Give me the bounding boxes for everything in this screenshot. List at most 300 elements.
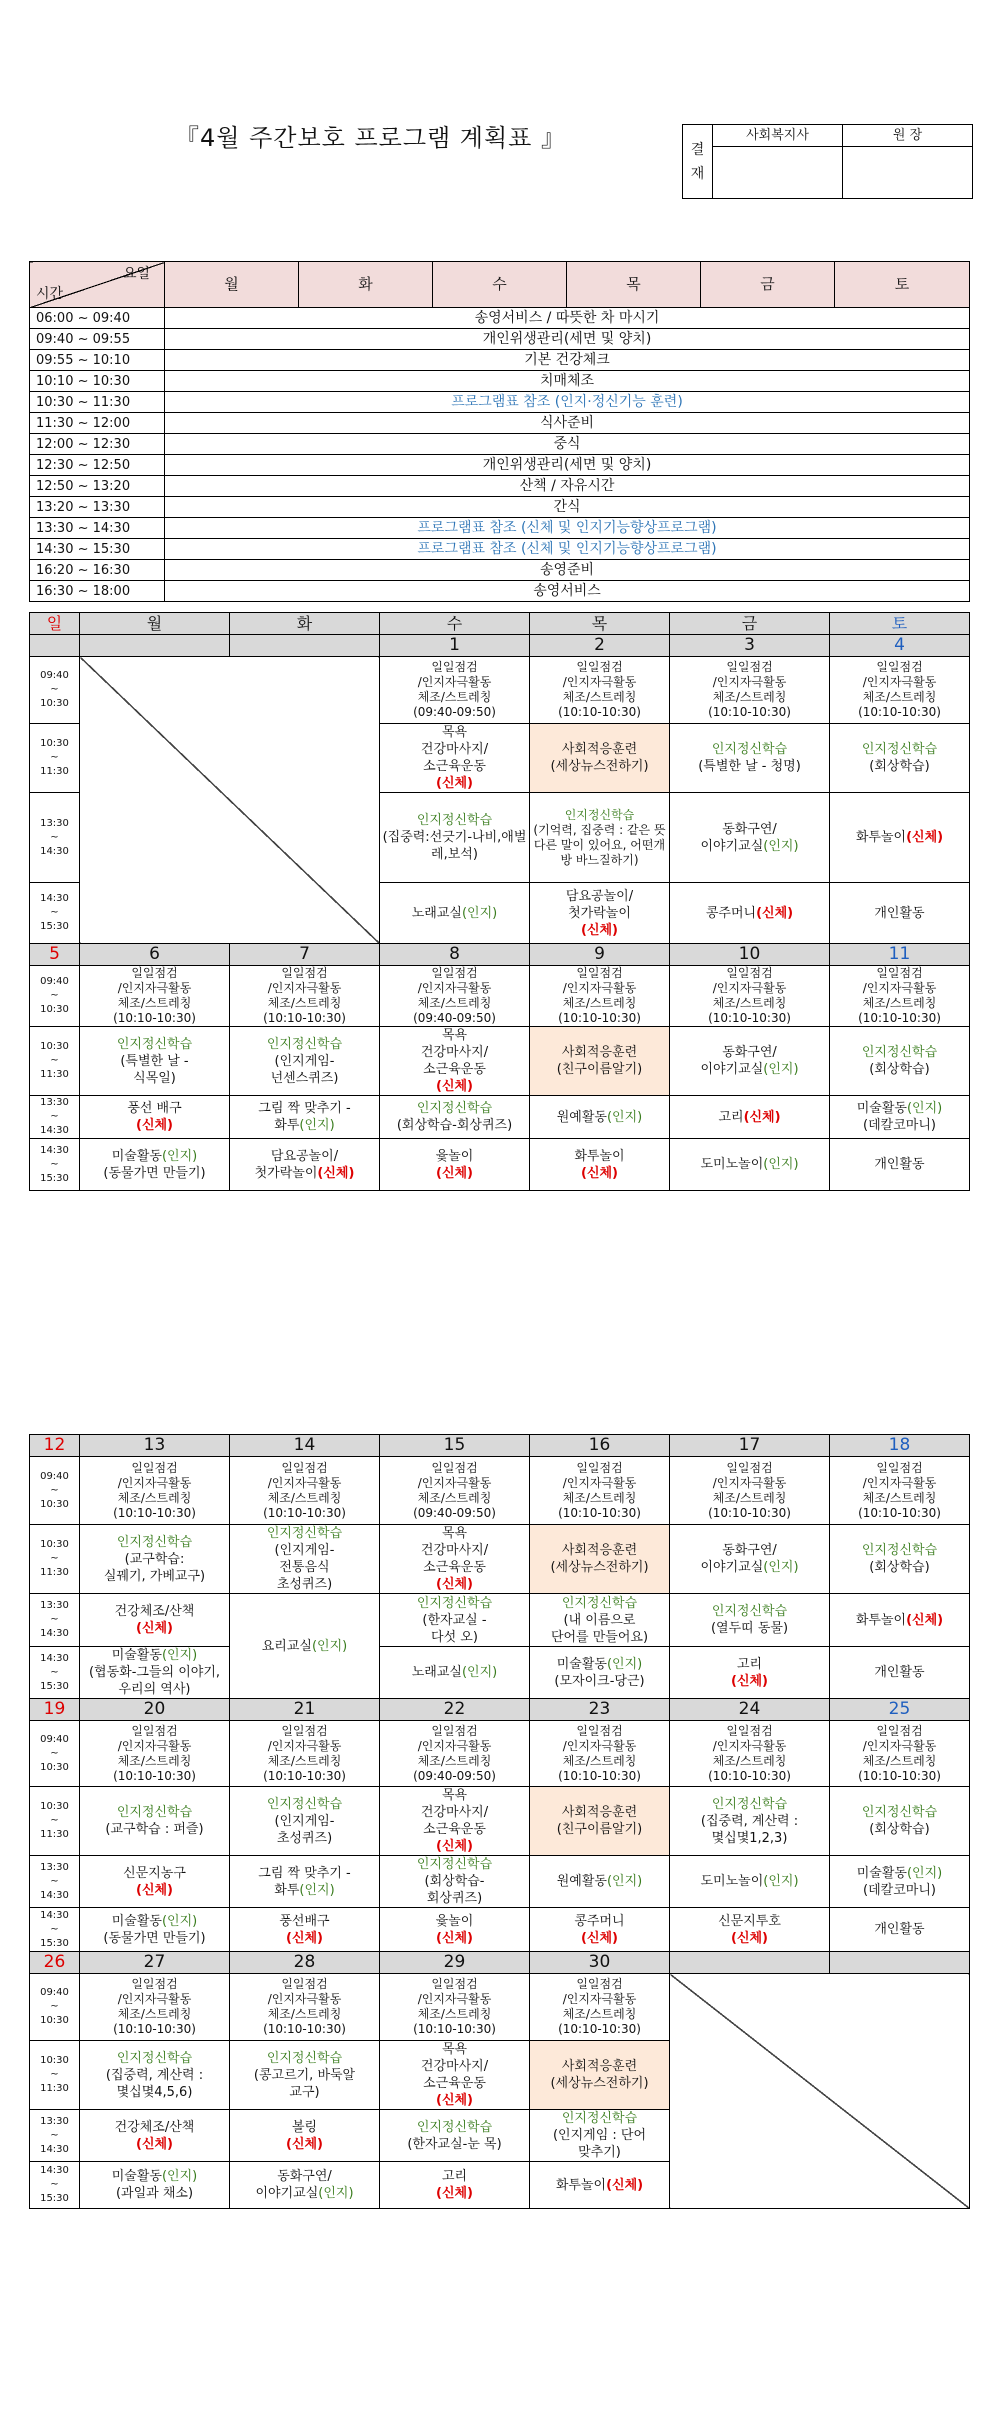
slot-row [30, 966, 970, 1027]
cal-day-header-1: 월 [80, 613, 230, 635]
program-cell: 인지정신학습 (열두띠 동물) [670, 1594, 830, 1647]
slot-time-part: 09:40 [40, 976, 69, 987]
program-cell: 일일점검 /인지자극활동 체조/스트레칭 (10:10-10:30) [830, 1457, 970, 1525]
date-cell: 2 [530, 635, 670, 657]
program-cell: 일일점검 /인지자극활동 체조/스트레칭 (10:10-10:30) [80, 966, 230, 1027]
date-cell [30, 635, 80, 657]
slot-time [30, 1096, 80, 1139]
program-cell: 동화구연/ 이야기교실(인지) [670, 1027, 830, 1096]
program-cell: 일일점검 /인지자극활동 체조/스트레칭 (10:10-10:30) [670, 657, 830, 724]
program-cell: 고리 (신체) [670, 1647, 830, 1699]
program-cell: 일일점검 /인지자극활동 체조/스트레칭 (10:10-10:30) [530, 657, 670, 724]
schedule-row [30, 371, 970, 392]
date-cell: 29 [380, 1952, 530, 1974]
slot-time-part: 14:30 [40, 1652, 69, 1664]
slot-time-part: 14:30 [40, 1909, 69, 1921]
slot-time [30, 724, 80, 793]
slot-time [30, 1856, 80, 1908]
slot-time-part: 14:30 [40, 1628, 69, 1639]
slot-time-part: 15:30 [40, 2193, 69, 2204]
schedule-row [30, 455, 970, 476]
schedule-activity: 기본 건강체크 [165, 350, 970, 371]
program-cell: 일일점검 /인지자극활동 체조/스트레칭 (10:10-10:30) [530, 966, 670, 1027]
program-cell: 일일점검 /인지자극활동 체조/스트레칭 (10:10-10:30) [830, 1721, 970, 1787]
program-cell: 일일점검 /인지자극활동 체조/스트레칭 (10:10-10:30) [670, 1457, 830, 1525]
slot-time-part: 15:30 [40, 1937, 69, 1949]
slot-time-part: 14:30 [40, 893, 69, 904]
program-cell: 동화구연/ 이야기교실(인지) [230, 2162, 380, 2209]
schedule-time: 11:30 ~ 12:00 [30, 413, 165, 434]
slot-time-part: 14:30 [40, 1125, 69, 1136]
program-cell: 인지정신학습 (회상학습) [830, 1525, 970, 1594]
slot-time-part: 10:30 [40, 1761, 69, 1773]
slot-time-part: 13:30 [40, 817, 69, 829]
program-cell: 건강체조/산책 (신체) [80, 1594, 230, 1647]
program-cell: 일일점검 /인지자극활동 체조/스트레칭 (10:10-10:30) [230, 1974, 380, 2041]
day-header-3: 목 [567, 262, 701, 308]
program-cell: 목욕 건강마사지/ 소근육운동 (신체) [380, 1787, 530, 1856]
schedule-activity: 중식 [165, 434, 970, 455]
program-cell: 콩주머니(신체) [670, 883, 830, 944]
schedule-row [30, 392, 970, 413]
slot-time-part: 13:30 [40, 1097, 69, 1108]
schedule-activity: 산책 / 자유시간 [165, 476, 970, 497]
slot-time [30, 1027, 80, 1096]
date-cell: 7 [230, 944, 380, 966]
schedule-time: 14:30 ~ 15:30 [30, 539, 165, 560]
slot-row [30, 1139, 970, 1191]
slot-time [30, 1908, 80, 1952]
date-cell: 20 [80, 1699, 230, 1721]
program-cell: 인지정신학습 (집중력, 계산력 : 몇십몇1,2,3) [670, 1787, 830, 1856]
slot-time [30, 1787, 80, 1856]
date-cell: 8 [380, 944, 530, 966]
program-cell: 인지정신학습 (교구학습 : 퍼즐) [80, 1787, 230, 1856]
program-cell: 인지정신학습 (집중력:선긋기-나비,애벌레,보석) [380, 793, 530, 883]
program-cell: 미술활동(인지) (모자이크-당근) [530, 1647, 670, 1699]
schedule-activity: 송영서비스 / 따뜻한 차 마시기 [165, 308, 970, 329]
slot-time-part: 11:30 [40, 1829, 69, 1840]
slot-time-part: 09:40 [40, 670, 69, 681]
program-cell: 미술활동(인지) (데칼코마니) [830, 1096, 970, 1139]
date-cell: 21 [230, 1699, 380, 1721]
program-cell: 풍선배구 (신체) [230, 1908, 380, 1952]
program-cell: 미술활동(인지) (동물가면 만들기) [80, 1139, 230, 1191]
program-cell: 개인활동 [830, 883, 970, 944]
slot-time-part: 10:30 [40, 1041, 69, 1052]
slot-time-part: ~ [50, 831, 59, 843]
slot-time-part: 10:30 [40, 2055, 69, 2066]
program-cell: 일일점검 /인지자극활동 체조/스트레칭 (10:10-10:30) [670, 966, 830, 1027]
slot-row [30, 657, 970, 724]
slot-time-part: ~ [50, 1484, 59, 1496]
date-cell: 18 [830, 1435, 970, 1457]
schedule-time: 12:50 ~ 13:20 [30, 476, 165, 497]
program-cell: 일일점검 /인지자극활동 체조/스트레칭 (10:10-10:30) [380, 1974, 530, 2041]
slot-time-part: ~ [50, 990, 59, 1001]
slot-time-part: 10:30 [40, 698, 69, 709]
date-cell: 1 [380, 635, 530, 657]
program-cell: 미술활동(인지) (동물가면 만들기) [80, 1908, 230, 1952]
date-cell [230, 635, 380, 657]
date-cell: 5 [30, 944, 80, 966]
slot-row [30, 1594, 970, 1647]
calendar-top [29, 612, 970, 1191]
schedule-row [30, 497, 970, 518]
slot-time-part: 15:30 [40, 1172, 69, 1184]
schedule-activity: 송영준비 [165, 560, 970, 581]
day-header-2: 수 [433, 262, 567, 308]
slot-time-part: ~ [50, 907, 59, 918]
slot-time [30, 2162, 80, 2209]
program-cell: 요리교실(인지) [230, 1594, 380, 1699]
slot-time-part: 09:40 [40, 1733, 69, 1745]
schedule-row [30, 581, 970, 602]
slot-time-part: ~ [50, 2179, 59, 2190]
program-cell: 일일점검 /인지자극활동 체조/스트레칭 (09:40-09:50) [380, 1721, 530, 1787]
slot-time-part: 13:30 [40, 1600, 69, 1611]
program-cell: 노래교실(인지) [380, 883, 530, 944]
slot-row [30, 1027, 970, 1096]
date-cell [80, 635, 230, 657]
program-cell: 고리(신체) [670, 1096, 830, 1139]
program-cell: 개인활동 [830, 1139, 970, 1191]
program-cell: 고리 (신체) [380, 2162, 530, 2209]
slot-time-part: 10:30 [40, 1004, 69, 1015]
date-cell: 12 [30, 1435, 80, 1457]
program-cell: 인지정신학습 (집중력, 계산력 : 몇십몇4,5,6) [80, 2041, 230, 2110]
date-cell: 13 [80, 1435, 230, 1457]
corner-time-label: 시간 [36, 286, 64, 302]
slot-row [30, 1856, 970, 1908]
program-cell: 일일점검 /인지자극활동 체조/스트레칭 (10:10-10:30) [230, 1457, 380, 1525]
cal-day-header-4: 목 [530, 613, 670, 635]
schedule-time: 16:20 ~ 16:30 [30, 560, 165, 581]
slot-time-part: 13:30 [40, 2115, 69, 2127]
program-cell: 일일점검 /인지자극활동 체조/스트레칭 (10:10-10:30) [670, 1721, 830, 1787]
program-cell: 볼링 (신체) [230, 2110, 380, 2162]
date-cell: 6 [80, 944, 230, 966]
approval-box [682, 124, 973, 199]
program-cell: 일일점검 /인지자극활동 체조/스트레칭 (09:40-09:50) [380, 966, 530, 1027]
date-cell: 24 [670, 1699, 830, 1721]
program-cell: 일일점검 /인지자극활동 체조/스트레칭 (09:40-09:50) [380, 1457, 530, 1525]
schedule-time: 12:00 ~ 12:30 [30, 434, 165, 455]
cal-day-header-2: 화 [230, 613, 380, 635]
program-cell: 풍선 배구 (신체) [80, 1096, 230, 1139]
slot-time-part: 14:30 [40, 2165, 69, 2176]
program-cell: 원예활동(인지) [530, 1856, 670, 1908]
cal-day-header-5: 금 [670, 613, 830, 635]
date-cell: 28 [230, 1952, 380, 1974]
program-cell: 목욕 건강마사지/ 소근육운동 (신체) [380, 1525, 530, 1594]
daily-schedule-table [29, 261, 970, 602]
program-cell: 노래교실(인지) [380, 1647, 530, 1699]
approval-col-worker: 사회복지사 [713, 125, 843, 147]
schedule-activity: 식사준비 [165, 413, 970, 434]
schedule-row [30, 518, 970, 539]
slot-time-part: ~ [50, 1614, 59, 1625]
program-cell: 일일점검 /인지자극활동 체조/스트레칭 (09:40-09:50) [380, 657, 530, 724]
schedule-activity: 프로그램표 참조 (인지·정신기능 훈련) [165, 392, 970, 413]
date-cell: 9 [530, 944, 670, 966]
date-cell: 25 [830, 1699, 970, 1721]
slot-time-part: 14:30 [40, 1144, 69, 1156]
slot-time-part: 11:30 [40, 1567, 69, 1578]
slot-time-part: 14:30 [40, 1889, 69, 1901]
program-cell: 인지정신학습 (특별한 날 - 식목일) [80, 1027, 230, 1096]
program-cell: 담요공놀이/ 첫가락놀이 (신체) [530, 883, 670, 944]
schedule-row [30, 413, 970, 434]
program-cell: 신문지농구 (신체) [80, 1856, 230, 1908]
program-cell: 목욕 건강마사지/ 소근육운동 (신체) [380, 724, 530, 793]
date-cell: 22 [380, 1699, 530, 1721]
date-cell: 27 [80, 1952, 230, 1974]
schedule-time: 06:00 ~ 09:40 [30, 308, 165, 329]
schedule-row [30, 476, 970, 497]
slot-time-part: ~ [50, 1875, 59, 1887]
slot-time-part: 14:30 [40, 2143, 69, 2155]
program-cell: 화투놀이(신체) [830, 1594, 970, 1647]
program-cell: 일일점검 /인지자극활동 체조/스트레칭 (10:10-10:30) [530, 1721, 670, 1787]
program-cell: 윷놀이 (신체) [380, 1139, 530, 1191]
day-header-0: 월 [165, 262, 299, 308]
program-cell: 일일점검 /인지자극활동 체조/스트레칭 (10:10-10:30) [80, 1974, 230, 2041]
slot-time-part: 11:30 [40, 2083, 69, 2094]
slot-time-part: ~ [50, 684, 59, 695]
schedule-activity: 간식 [165, 497, 970, 518]
page-title: 『4월 주간보호 프로그램 계획표 』 [175, 124, 566, 152]
schedule-activity: 프로그램표 참조 (신체 및 인지기능향상프로그램) [165, 518, 970, 539]
schedule-activity: 개인위생관리(세면 및 양치) [165, 455, 970, 476]
date-cell: 3 [670, 635, 830, 657]
calendar-bottom [29, 1434, 970, 2209]
program-cell: 도미노놀이(인지) [670, 1139, 830, 1191]
program-cell: 사회적응훈련 (세상뉴스전하기) [530, 1525, 670, 1594]
program-cell: 그림 짝 맞추기 - 화투(인지) [230, 1856, 380, 1908]
slot-time [30, 1974, 80, 2041]
schedule-row [30, 308, 970, 329]
slot-row [30, 1974, 970, 2041]
program-cell: 미술활동(인지) (협동화-그들의 이야기, 우리의 역사) [80, 1647, 230, 1699]
program-cell: 개인활동 [830, 1647, 970, 1699]
approval-side-label: 결 재 [683, 125, 713, 199]
program-cell: 인지정신학습 (기억력, 집중력 : 같은 뜻 다른 말이 있어요, 어떤개방 바느질하기) [530, 793, 670, 883]
slot-time-part: ~ [50, 752, 59, 763]
slot-time [30, 966, 80, 1027]
date-cell [830, 1952, 970, 1974]
slot-time-part: ~ [50, 1158, 59, 1170]
program-cell: 사회적응훈련 (세상뉴스전하기) [530, 2041, 670, 2110]
program-cell: 일일점검 /인지자극활동 체조/스트레칭 (10:10-10:30) [530, 1457, 670, 1525]
slot-time-part: 10:30 [40, 1539, 69, 1550]
schedule-row [30, 329, 970, 350]
program-cell: 인지정신학습 (한자교실 - 다섯 오) [380, 1594, 530, 1647]
empty-diagonal [80, 657, 380, 944]
day-header-4: 금 [701, 262, 835, 308]
slot-time [30, 1139, 80, 1191]
program-cell: 인지정신학습 (회상학습-회상퀴즈) [380, 1096, 530, 1139]
program-cell: 일일점검 /인지자극활동 체조/스트레칭 (10:10-10:30) [830, 966, 970, 1027]
slot-time-part: 11:30 [40, 766, 69, 777]
schedule-activity: 치매체조 [165, 371, 970, 392]
date-cell: 11 [830, 944, 970, 966]
slot-time-part: 10:30 [40, 1498, 69, 1510]
slot-time [30, 1457, 80, 1525]
slot-row [30, 1525, 970, 1594]
slot-time-part: ~ [50, 1055, 59, 1066]
date-cell: 17 [670, 1435, 830, 1457]
date-cell: 15 [380, 1435, 530, 1457]
date-cell: 14 [230, 1435, 380, 1457]
slot-time-part: 13:30 [40, 1861, 69, 1873]
program-cell: 건강체조/산책 (신체) [80, 2110, 230, 2162]
schedule-time: 10:30 ~ 11:30 [30, 392, 165, 413]
program-cell: 인지정신학습 (교구학습: 실꿰기, 가베교구) [80, 1525, 230, 1594]
program-cell: 일일점검 /인지자극활동 체조/스트레칭 (10:10-10:30) [530, 1974, 670, 2041]
slot-time-part: ~ [50, 1923, 59, 1935]
program-cell: 원예활동(인지) [530, 1096, 670, 1139]
program-cell: 목욕 건강마사지/ 소근육운동 (신체) [380, 1027, 530, 1096]
program-cell: 동화구연/ 이야기교실(인지) [670, 793, 830, 883]
slot-time [30, 1647, 80, 1699]
program-cell: 인지정신학습 (내 이름으로 단어를 만들어요) [530, 1594, 670, 1647]
schedule-row [30, 560, 970, 581]
date-cell: 26 [30, 1952, 80, 1974]
slot-row [30, 1647, 970, 1699]
slot-time-part: ~ [50, 2069, 59, 2080]
date-cell: 19 [30, 1699, 80, 1721]
program-cell: 일일점검 /인지자극활동 체조/스트레칭 (10:10-10:30) [80, 1721, 230, 1787]
program-cell: 인지정신학습 (콩고르기, 바둑알 교구) [230, 2041, 380, 2110]
program-cell: 일일점검 /인지자극활동 체조/스트레칭 (10:10-10:30) [230, 1721, 380, 1787]
program-cell: 담요공놀이/ 첫가락놀이(신체) [230, 1139, 380, 1191]
date-cell: 10 [670, 944, 830, 966]
approval-sign-worker [713, 147, 843, 199]
program-cell: 콩주머니 (신체) [530, 1908, 670, 1952]
slot-time-part: ~ [50, 1747, 59, 1759]
slot-time-part: 15:30 [40, 921, 69, 932]
program-cell: 윷놀이 (신체) [380, 1908, 530, 1952]
program-cell: 개인활동 [830, 1908, 970, 1952]
schedule-row [30, 434, 970, 455]
program-cell: 미술활동(인지) (과일과 채소) [80, 2162, 230, 2209]
program-cell: 사회적응훈련 (친구이름알기) [530, 1027, 670, 1096]
slot-time [30, 2041, 80, 2110]
program-cell: 미술활동(인지) (데칼코마니) [830, 1856, 970, 1908]
slot-row [30, 1787, 970, 1856]
slot-row [30, 1096, 970, 1139]
program-cell: 화투놀이(신체) [830, 793, 970, 883]
cal-day-header-6: 토 [830, 613, 970, 635]
date-cell [670, 1952, 830, 1974]
slot-row [30, 1457, 970, 1525]
program-cell: 인지정신학습 (특별한 날 - 청명) [670, 724, 830, 793]
program-cell: 사회적응훈련 (친구이름알기) [530, 1787, 670, 1856]
program-cell: 도미노놀이(인지) [670, 1856, 830, 1908]
slot-time-part: ~ [50, 1553, 59, 1564]
slot-row [30, 1908, 970, 1952]
program-cell: 일일점검 /인지자극활동 체조/스트레칭 (10:10-10:30) [230, 966, 380, 1027]
program-cell: 인지정신학습 (인지게임- 초성퀴즈) [230, 1787, 380, 1856]
slot-time-part: 15:30 [40, 1680, 69, 1692]
slot-time-part: 09:40 [40, 1470, 69, 1482]
program-cell: 인지정신학습 (인지게임- 전통음식 초성퀴즈) [230, 1525, 380, 1594]
program-cell: 인지정신학습 (한자교실-눈 목) [380, 2110, 530, 2162]
program-cell: 인지정신학습 (회상학습- 회상퀴즈) [380, 1856, 530, 1908]
program-cell: 신문지투호 (신체) [670, 1908, 830, 1952]
slot-time [30, 793, 80, 883]
schedule-time: 09:40 ~ 09:55 [30, 329, 165, 350]
slot-time [30, 1525, 80, 1594]
program-cell: 인지정신학습 (회상학습) [830, 1027, 970, 1096]
schedule-activity: 송영서비스 [165, 581, 970, 602]
schedule-time: 12:30 ~ 12:50 [30, 455, 165, 476]
date-cell: 30 [530, 1952, 670, 1974]
date-cell: 4 [830, 635, 970, 657]
slot-time [30, 1594, 80, 1647]
schedule-time: 16:30 ~ 18:00 [30, 581, 165, 602]
slot-row [30, 1721, 970, 1787]
date-cell: 23 [530, 1699, 670, 1721]
slot-time-part: ~ [50, 2001, 59, 2012]
schedule-activity: 개인위생관리(세면 및 양치) [165, 329, 970, 350]
schedule-time: 09:55 ~ 10:10 [30, 350, 165, 371]
schedule-row [30, 350, 970, 371]
schedule-row [30, 539, 970, 560]
slot-time-part: 10:30 [40, 738, 69, 749]
empty-diagonal [670, 1974, 970, 2209]
slot-time [30, 1721, 80, 1787]
slot-time-part: 10:30 [40, 2015, 69, 2026]
slot-time-part: 14:30 [40, 845, 69, 857]
slot-time [30, 883, 80, 944]
slot-time [30, 657, 80, 724]
program-cell: 사회적응훈련 (세상뉴스전하기) [530, 724, 670, 793]
program-cell: 화투놀이(신체) [530, 2162, 670, 2209]
slot-time-part: ~ [50, 2129, 59, 2141]
slot-time-part: 09:40 [40, 1987, 69, 1998]
program-cell: 인지정신학습 (회상학습) [830, 724, 970, 793]
approval-col-director: 원 장 [843, 125, 973, 147]
program-cell: 일일점검 /인지자극활동 체조/스트레칭 (10:10-10:30) [830, 657, 970, 724]
cal-day-header-0: 일 [30, 613, 80, 635]
slot-time-part: ~ [50, 1666, 59, 1678]
program-cell: 동화구연/ 이야기교실(인지) [670, 1525, 830, 1594]
program-cell: 인지정신학습 (회상학습) [830, 1787, 970, 1856]
day-header-5: 토 [835, 262, 970, 308]
schedule-time: 13:30 ~ 14:30 [30, 518, 165, 539]
schedule-time: 10:10 ~ 10:30 [30, 371, 165, 392]
program-cell: 인지정신학습 (인지게임 : 단어 맞추기) [530, 2110, 670, 2162]
slot-time-part: ~ [50, 1111, 59, 1122]
schedule-time: 13:20 ~ 13:30 [30, 497, 165, 518]
program-cell: 일일점검 /인지자극활동 체조/스트레칭 (10:10-10:30) [80, 1457, 230, 1525]
program-cell: 화투놀이 (신체) [530, 1139, 670, 1191]
slot-time [30, 2110, 80, 2162]
program-cell: 그림 짝 맞추기 - 화투(인지) [230, 1096, 380, 1139]
schedule-activity: 프로그램표 참조 (신체 및 인지기능향상프로그램) [165, 539, 970, 560]
cal-day-header-3: 수 [380, 613, 530, 635]
slot-time-part: 10:30 [40, 1801, 69, 1812]
slot-time-part: 11:30 [40, 1069, 69, 1080]
program-cell: 인지정신학습 (인지게임- 넌센스퀴즈) [230, 1027, 380, 1096]
program-cell: 목욕 건강마사지/ 소근육운동 (신체) [380, 2041, 530, 2110]
corner-cell [30, 262, 165, 308]
date-cell: 16 [530, 1435, 670, 1457]
slot-time-part: ~ [50, 1815, 59, 1826]
approval-sign-director [843, 147, 973, 199]
